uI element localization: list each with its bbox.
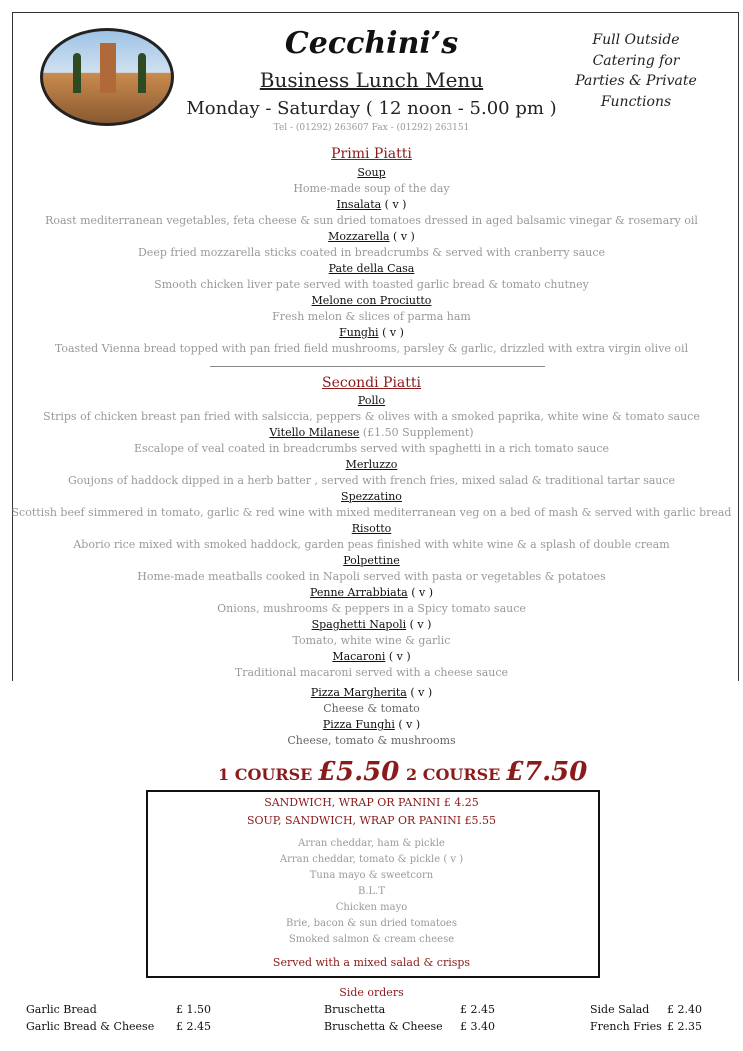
catering-line: Catering for bbox=[592, 52, 680, 69]
dish-name: Pizza Margherita bbox=[310, 686, 407, 699]
dish-suffix: ( v ) bbox=[378, 326, 404, 339]
dish-name: Pate della Casa bbox=[328, 262, 415, 275]
dish-suffix: ( v ) bbox=[381, 198, 407, 211]
dish-title bbox=[0, 294, 743, 307]
sandwich-filling: B.L.T bbox=[357, 886, 386, 897]
catering-line: Functions bbox=[600, 93, 672, 110]
dish-name: Spezzatino bbox=[341, 490, 402, 503]
sandwich-filling: Tuna mayo & sweetcorn bbox=[309, 870, 434, 881]
dish-name: Pizza Funghi bbox=[322, 718, 395, 731]
dish-title bbox=[0, 326, 743, 339]
dish-name: Funghi bbox=[339, 326, 379, 339]
opening-days: Monday - Saturday ( 12 noon - 5.00 pm ) bbox=[186, 98, 557, 119]
dish-title bbox=[0, 554, 743, 567]
dish-description: Home-made soup of the day bbox=[293, 182, 450, 195]
catering-line: Full Outside bbox=[592, 32, 680, 48]
dish-description: Escalope of veal coated in breadcrumbs served with spaghetti in a rich tomato sauce bbox=[133, 442, 610, 455]
dish-suffix: ( v ) bbox=[394, 718, 421, 731]
sandwich-filling: Brie, bacon & sun dried tomatoes bbox=[286, 918, 457, 929]
side-item-price: £ 2.40 bbox=[667, 1003, 702, 1016]
dish-description: Home-made meatballs cooked in Napoli served with pasta or vegetables & potatoes bbox=[137, 570, 606, 583]
brand-name: Cecchini’s bbox=[284, 26, 459, 61]
dish-name: Pollo bbox=[357, 394, 386, 407]
soup-sandwich-price-line: SOUP, SANDWICH, WRAP OR PANINI £5.55 bbox=[246, 814, 497, 827]
two-course-price bbox=[406, 757, 587, 787]
dish-title bbox=[0, 394, 743, 407]
dish-description: Traditional macaroni served with a cheese sauce bbox=[234, 666, 509, 679]
dish-name: Insalata bbox=[336, 198, 382, 211]
dish-description: Scottish beef simmered in tomato, garlic & red wine with mixed mediterranean veg on a bed of mash & served with garlic bread bbox=[11, 506, 732, 519]
side-item-price: £ 2.45 bbox=[460, 1003, 495, 1016]
dish-title bbox=[0, 490, 743, 503]
side-item-name: Garlic Bread bbox=[26, 1003, 97, 1016]
dish-title bbox=[0, 262, 743, 275]
one-course-label: 1 COURSE bbox=[218, 765, 313, 784]
one-course-price bbox=[218, 757, 399, 787]
dish-name: Polpettine bbox=[343, 554, 400, 567]
dish-title bbox=[0, 458, 743, 471]
sandwich-price-line: SANDWICH, WRAP OR PANINI £ 4.25 bbox=[264, 796, 479, 809]
two-course-label: 2 COURSE bbox=[406, 765, 501, 784]
dish-name: Mozzarella bbox=[328, 230, 390, 243]
dish-title bbox=[0, 522, 743, 535]
sandwich-filling: Arran cheddar, tomato & pickle ( v ) bbox=[279, 854, 464, 865]
dish-title bbox=[0, 686, 743, 699]
sandwich-filling: Smoked salmon & cream cheese bbox=[288, 934, 455, 945]
dish-name: Soup bbox=[357, 166, 386, 179]
side-item-name: Bruschetta bbox=[324, 1003, 386, 1016]
dish-name: Penne Arrabbiata bbox=[309, 586, 408, 599]
dish-suffix: ( v ) bbox=[407, 586, 434, 599]
side-item-price: £ 2.45 bbox=[176, 1020, 211, 1033]
dish-suffix: (£1.50 Supplement) bbox=[359, 426, 474, 439]
side-item-price: £ 2.35 bbox=[667, 1020, 702, 1033]
two-course-amount: £7.50 bbox=[505, 757, 588, 787]
dish-name: Spaghetti Napoli bbox=[311, 618, 407, 631]
dish-title bbox=[0, 198, 743, 211]
sandwich-filling: Arran cheddar, ham & pickle bbox=[298, 838, 445, 849]
side-item-name: Bruschetta & Cheese bbox=[324, 1020, 443, 1033]
sandwich-footer: Served with a mixed salad & crisps bbox=[272, 956, 471, 969]
side-item-name: Side Salad bbox=[590, 1003, 650, 1016]
dish-description: Onions, mushrooms & peppers in a Spicy tomato sauce bbox=[217, 602, 526, 615]
catering-line: Parties & Private bbox=[575, 73, 697, 89]
dish-title bbox=[0, 166, 743, 179]
dish-title bbox=[0, 650, 743, 663]
side-item-price: £ 1.50 bbox=[176, 1003, 211, 1016]
dish-suffix: ( v ) bbox=[385, 650, 411, 663]
side-item-name: Garlic Bread & Cheese bbox=[26, 1020, 155, 1033]
section-heading-primi: Primi Piatti bbox=[331, 146, 412, 162]
dish-description: Toasted Vienna bread topped with pan fried field mushrooms, parsley & garlic, drizzled with extra virgin olive oil bbox=[54, 342, 689, 355]
contact-line: Tel - (01292) 263607 Fax - (01292) 263151 bbox=[273, 123, 470, 133]
one-course-amount: £5.50 bbox=[317, 757, 400, 787]
dish-description: Deep fried mozzarella sticks coated in breadcrumbs & served with cranberry sauce bbox=[137, 246, 606, 259]
dish-description: Aborio rice mixed with smoked haddock, garden peas finished with white wine & a splash of double cream bbox=[73, 538, 670, 551]
dish-title bbox=[0, 230, 743, 243]
menu-subtitle: Business Lunch Menu bbox=[259, 68, 484, 92]
section-heading-secondi: Secondi Piatti bbox=[321, 375, 422, 391]
dish-title bbox=[0, 426, 743, 439]
dish-description: Fresh melon & slices of parma ham bbox=[272, 310, 471, 323]
dish-description: Strips of chicken breast pan fried with salsiccia, peppers & olives with a smoked paprika, white wine & tomato sauce bbox=[43, 410, 700, 423]
side-item-name: French Fries bbox=[590, 1020, 662, 1033]
dish-description: Smooth chicken liver pate served with toasted garlic bread & tomato chutney bbox=[154, 278, 589, 291]
dish-suffix: ( v ) bbox=[406, 686, 433, 699]
dish-name: Melone con Prociutto bbox=[311, 294, 432, 307]
side-item-price: £ 3.40 bbox=[460, 1020, 495, 1033]
dish-description: Cheese & tomato bbox=[323, 702, 420, 715]
sandwich-filling: Chicken mayo bbox=[335, 902, 408, 913]
dish-description: Goujons of haddock dipped in a herb batter , served with french fries, mixed salad & traditional tartar sauce bbox=[67, 474, 676, 487]
dish-description: Roast mediterranean vegetables, feta cheese & sun dried tomatoes dressed in aged balsamic vinegar & rosemary oil bbox=[45, 214, 698, 227]
dish-title bbox=[0, 718, 743, 731]
dish-title bbox=[0, 618, 743, 631]
dish-description: Cheese, tomato & mushrooms bbox=[287, 734, 456, 747]
dish-description: Tomato, white wine & garlic bbox=[292, 634, 451, 647]
dish-name: Risotto bbox=[351, 522, 392, 535]
dish-name: Macaroni bbox=[332, 650, 386, 663]
dish-title bbox=[0, 586, 743, 599]
catering-note bbox=[572, 30, 700, 112]
dish-name: Vitello Milanese bbox=[269, 426, 360, 439]
dish-suffix: ( v ) bbox=[389, 230, 415, 243]
section-divider bbox=[210, 366, 545, 367]
dish-suffix: ( v ) bbox=[406, 618, 432, 631]
side-orders-heading: Side orders bbox=[339, 986, 404, 999]
dish-name: Merluzzo bbox=[345, 458, 398, 471]
